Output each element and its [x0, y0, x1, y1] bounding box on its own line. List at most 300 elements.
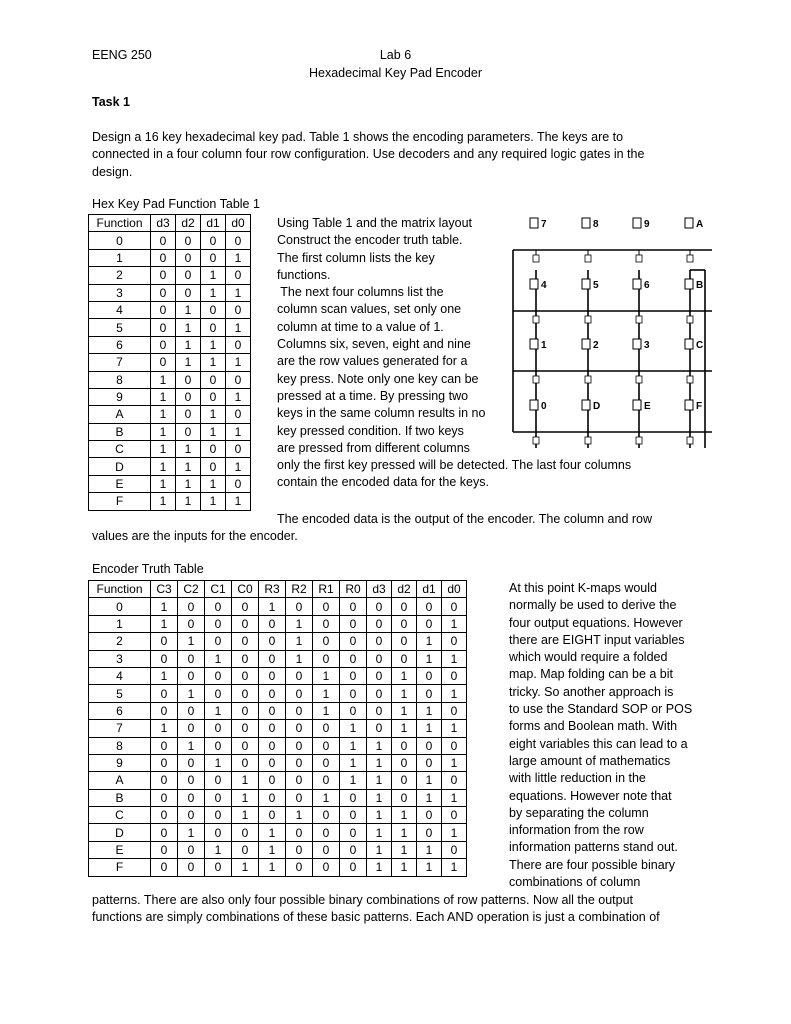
- table-cell: 0: [340, 824, 367, 841]
- table-row: [89, 319, 251, 336]
- description-line: combinations of column: [509, 875, 641, 890]
- keypad-key-label: C: [696, 340, 704, 351]
- table-cell: 0: [259, 807, 286, 824]
- column-header: C1: [205, 581, 232, 598]
- table-cell: 1: [205, 650, 232, 667]
- table-cell: 0: [340, 650, 367, 667]
- table-cell: 0: [89, 232, 151, 249]
- table-cell: 0: [232, 615, 259, 632]
- table-cell: 0: [259, 685, 286, 702]
- column-header: d1: [201, 215, 226, 232]
- table-cell: 0: [176, 232, 201, 249]
- table-cell: 2: [89, 633, 151, 650]
- table-cell: 0: [205, 615, 232, 632]
- table-cell: 1: [417, 633, 442, 650]
- table-cell: 0: [340, 633, 367, 650]
- table-cell: 0: [313, 650, 340, 667]
- table-cell: 1: [442, 685, 467, 702]
- table-row: [89, 598, 467, 615]
- table-cell: 1: [226, 249, 251, 266]
- description-line: information patterns stand out.: [509, 840, 678, 855]
- table-cell: 1: [442, 789, 467, 806]
- table-cell: 1: [151, 493, 176, 510]
- column-header: d0: [442, 581, 467, 598]
- table-cell: 0: [201, 458, 226, 475]
- table-cell: 0: [417, 615, 442, 632]
- table-cell: 0: [392, 650, 417, 667]
- table-cell: 0: [417, 685, 442, 702]
- table-cell: 1: [313, 667, 340, 684]
- table-cell: 1: [367, 754, 392, 771]
- table-cell: 0: [178, 754, 205, 771]
- table-row: [89, 301, 251, 318]
- table-cell: A: [89, 772, 151, 789]
- table-cell: 1: [151, 458, 176, 475]
- table-cell: F: [89, 493, 151, 510]
- table-cell: 1: [176, 441, 201, 458]
- table-cell: 1: [226, 493, 251, 510]
- paragraph-line: functions are simply combinations of these basic patterns. Each AND operation is just a combination of: [92, 910, 660, 925]
- table-cell: 0: [442, 807, 467, 824]
- table-cell: 0: [205, 824, 232, 841]
- table-cell: B: [89, 423, 151, 440]
- table-cell: 0: [201, 441, 226, 458]
- table-cell: 0: [442, 598, 467, 615]
- keypad-key: [685, 400, 702, 444]
- table-cell: 1: [232, 807, 259, 824]
- table-cell: 1: [176, 336, 201, 353]
- table-cell: 0: [417, 737, 442, 754]
- intro-line: design.: [92, 164, 133, 179]
- table-cell: 0: [340, 615, 367, 632]
- table-cell: 0: [232, 737, 259, 754]
- description-line: contain the encoded data for the keys.: [277, 475, 489, 490]
- table-cell: 0: [205, 807, 232, 824]
- table-cell: 0: [226, 475, 251, 492]
- column-header: C2: [178, 581, 205, 598]
- table-cell: 0: [151, 249, 176, 266]
- description-line: There are four possible binary: [509, 857, 676, 872]
- column-header: d0: [226, 215, 251, 232]
- table-cell: 0: [151, 754, 178, 771]
- table-cell: 6: [89, 336, 151, 353]
- table-row: [89, 284, 251, 301]
- keypad-key: [633, 279, 650, 323]
- table-cell: 0: [286, 789, 313, 806]
- table-cell: 1: [259, 841, 286, 858]
- table-cell: 1: [151, 615, 178, 632]
- table-cell: 3: [89, 284, 151, 301]
- table-cell: 0: [442, 667, 467, 684]
- table-cell: 0: [226, 267, 251, 284]
- table-cell: 0: [392, 615, 417, 632]
- table-cell: 1: [205, 702, 232, 719]
- table-cell: 0: [232, 720, 259, 737]
- keypad-key: [582, 339, 599, 383]
- table-cell: 0: [367, 650, 392, 667]
- table-cell: 1: [176, 301, 201, 318]
- column-header: d1: [417, 581, 442, 598]
- table-cell: 0: [259, 737, 286, 754]
- table-cell: 0: [151, 685, 178, 702]
- keypad-matrix-diagram: [505, 212, 720, 462]
- table-cell: 0: [259, 789, 286, 806]
- table-cell: 1: [442, 650, 467, 667]
- table-cell: 1: [178, 633, 205, 650]
- table-cell: 0: [286, 685, 313, 702]
- description-line: The first column lists the key: [277, 250, 435, 265]
- table-cell: 0: [232, 667, 259, 684]
- table-cell: 0: [313, 841, 340, 858]
- table-cell: 0: [178, 772, 205, 789]
- keypad-key: [530, 339, 547, 383]
- table-cell: 0: [151, 319, 176, 336]
- table-cell: 1: [176, 354, 201, 371]
- table-cell: 0: [313, 824, 340, 841]
- table-cell: E: [89, 475, 151, 492]
- table-row: [89, 685, 467, 702]
- table-cell: 0: [226, 441, 251, 458]
- table-cell: 1: [442, 859, 467, 876]
- keypad-key-label: 8: [593, 219, 599, 230]
- table-cell: 0: [367, 702, 392, 719]
- table-cell: 0: [286, 702, 313, 719]
- table-cell: 1: [367, 737, 392, 754]
- table-cell: 0: [176, 284, 201, 301]
- table-cell: 1: [392, 720, 417, 737]
- description-line: large amount of mathematics: [509, 753, 671, 768]
- table-cell: 0: [151, 267, 176, 284]
- table-cell: 1: [392, 824, 417, 841]
- table-cell: 0: [151, 737, 178, 754]
- table-cell: 0: [313, 615, 340, 632]
- table-cell: 0: [340, 807, 367, 824]
- column-header: R0: [340, 581, 367, 598]
- table-row: [89, 633, 467, 650]
- table-cell: 1: [89, 249, 151, 266]
- table-cell: 0: [259, 720, 286, 737]
- table-cell: 0: [178, 702, 205, 719]
- keypad-key-label: B: [696, 280, 704, 291]
- table-cell: 4: [89, 667, 151, 684]
- table-row: [89, 388, 251, 405]
- table-cell: 0: [417, 754, 442, 771]
- table-cell: 1: [417, 789, 442, 806]
- course-code: EENG 250: [92, 48, 152, 62]
- table-cell: 1: [201, 475, 226, 492]
- task-heading: Task 1: [92, 95, 130, 109]
- table-cell: 0: [151, 633, 178, 650]
- table-cell: 1: [417, 720, 442, 737]
- table-row: [89, 336, 251, 353]
- table-cell: 0: [232, 650, 259, 667]
- table-cell: 0: [313, 720, 340, 737]
- keypad-key-label: 7: [541, 219, 547, 230]
- table-cell: 1: [151, 388, 176, 405]
- encoder-truth-table: [88, 580, 467, 877]
- description-line: At this point K-maps would: [509, 581, 657, 595]
- table-cell: 9: [89, 754, 151, 771]
- table-cell: D: [89, 458, 151, 475]
- keypad-key: [530, 218, 547, 262]
- table-cell: 1: [286, 633, 313, 650]
- table-cell: 0: [201, 301, 226, 318]
- description-line: pressed at a time. By pressing two: [277, 388, 469, 403]
- table-cell: 1: [205, 754, 232, 771]
- keypad-key: [582, 400, 600, 444]
- table-cell: 0: [286, 737, 313, 754]
- table-cell: 0: [392, 754, 417, 771]
- lab-title: Hexadecimal Key Pad Encoder: [308, 66, 482, 80]
- keypad-key: [633, 339, 650, 383]
- table-cell: 1: [226, 458, 251, 475]
- table-cell: 0: [151, 284, 176, 301]
- table-cell: 6: [89, 702, 151, 719]
- column-header: d2: [392, 581, 417, 598]
- hex-keypad-function-table: [88, 214, 251, 511]
- keypad-key: [582, 279, 599, 323]
- table-cell: 0: [367, 615, 392, 632]
- keypad-key-label: 9: [644, 219, 650, 230]
- table-row: [89, 859, 467, 876]
- table-cell: 1: [340, 754, 367, 771]
- table-cell: 0: [176, 371, 201, 388]
- description-line: which would require a folded: [509, 650, 668, 665]
- table-cell: 0: [367, 685, 392, 702]
- table-cell: 1: [392, 685, 417, 702]
- table-cell: 0: [286, 667, 313, 684]
- table-cell: 0: [151, 650, 178, 667]
- table-cell: 0: [201, 232, 226, 249]
- table-cell: 0: [151, 354, 176, 371]
- table-cell: 1: [201, 267, 226, 284]
- table-row: [89, 249, 251, 266]
- description-line: functions.: [277, 267, 331, 282]
- table-cell: 1: [226, 354, 251, 371]
- table-cell: 0: [392, 772, 417, 789]
- table-cell: 0: [151, 807, 178, 824]
- table-cell: 1: [89, 615, 151, 632]
- table-row: [89, 667, 467, 684]
- keypad-key-label: 5: [593, 280, 599, 291]
- description-line: equations. However note that: [509, 788, 672, 803]
- table-cell: 0: [417, 807, 442, 824]
- table-cell: 1: [286, 807, 313, 824]
- table-cell: 0: [176, 388, 201, 405]
- table-cell: 0: [226, 336, 251, 353]
- encoded-line: The encoded data is the output of the encoder. The column and row: [277, 512, 653, 526]
- column-header: C0: [232, 581, 259, 598]
- table-cell: 1: [340, 720, 367, 737]
- table-cell: 1: [442, 754, 467, 771]
- table-cell: 0: [151, 702, 178, 719]
- table-cell: 0: [417, 598, 442, 615]
- table-cell: 0: [313, 598, 340, 615]
- paragraph-line: patterns. There are also only four possible binary combinations of row patterns. Now all the output: [92, 893, 634, 907]
- table-cell: 1: [151, 720, 178, 737]
- description-line: forms and Boolean math. With: [509, 719, 678, 734]
- table-cell: 0: [205, 789, 232, 806]
- keypad-key: [685, 279, 703, 323]
- table-cell: 0: [201, 249, 226, 266]
- column-header: d2: [176, 215, 201, 232]
- table-cell: 0: [392, 598, 417, 615]
- column-header: R3: [259, 581, 286, 598]
- table-cell: 1: [259, 859, 286, 876]
- table-cell: 1: [367, 841, 392, 858]
- table-cell: 0: [442, 633, 467, 650]
- table-cell: 0: [178, 598, 205, 615]
- table-cell: 0: [151, 859, 178, 876]
- table-cell: 1: [417, 702, 442, 719]
- description-line: there are EIGHT input variables: [509, 632, 685, 647]
- table-cell: 0: [178, 720, 205, 737]
- table-cell: 4: [89, 301, 151, 318]
- table-cell: 1: [226, 284, 251, 301]
- table-cell: 9: [89, 388, 151, 405]
- table-row: [89, 615, 467, 632]
- table-cell: 1: [176, 319, 201, 336]
- table-row: [89, 650, 467, 667]
- table2-description: [509, 580, 692, 891]
- column-header: C3: [151, 581, 178, 598]
- table-row: [89, 371, 251, 388]
- table-cell: 2: [89, 267, 151, 284]
- table-cell: 1: [176, 493, 201, 510]
- table-cell: 1: [442, 615, 467, 632]
- table-cell: 0: [151, 336, 176, 353]
- description-line: are the row values generated for a: [277, 354, 468, 369]
- table-cell: 0: [176, 406, 201, 423]
- table-cell: 1: [176, 475, 201, 492]
- description-line: with little reduction in the: [509, 771, 646, 786]
- table-cell: E: [89, 841, 151, 858]
- table-cell: 0: [259, 633, 286, 650]
- description-line: four output equations. However: [509, 615, 683, 630]
- lab-number: Lab 6: [379, 48, 412, 62]
- table2-caption: Encoder Truth Table: [92, 562, 204, 576]
- table-cell: 0: [392, 633, 417, 650]
- table-cell: 1: [392, 807, 417, 824]
- table-cell: 0: [205, 633, 232, 650]
- description-line: by separating the column: [509, 805, 649, 820]
- keypad-key-label: D: [593, 401, 601, 412]
- table-cell: 0: [176, 249, 201, 266]
- table-cell: 0: [232, 841, 259, 858]
- table-cell: 7: [89, 720, 151, 737]
- table-cell: 1: [232, 859, 259, 876]
- table-row: [89, 232, 251, 249]
- table-cell: 0: [232, 754, 259, 771]
- table-cell: 1: [151, 406, 176, 423]
- table-cell: 0: [286, 824, 313, 841]
- description-line: The next four columns list the: [277, 285, 444, 300]
- table-cell: 1: [226, 423, 251, 440]
- table-cell: 0: [340, 702, 367, 719]
- table-cell: 0: [176, 267, 201, 284]
- table-cell: 0: [151, 772, 178, 789]
- table-row: [89, 737, 467, 754]
- table-cell: 0: [178, 859, 205, 876]
- table-cell: 0: [151, 841, 178, 858]
- table-cell: D: [89, 824, 151, 841]
- table-cell: 0: [205, 772, 232, 789]
- table-cell: A: [89, 406, 151, 423]
- table-cell: 0: [259, 667, 286, 684]
- table-cell: 0: [232, 685, 259, 702]
- table-cell: 1: [442, 720, 467, 737]
- table-cell: 0: [442, 737, 467, 754]
- table-cell: 0: [417, 667, 442, 684]
- table-cell: 0: [178, 615, 205, 632]
- description-line: column at time to a value of 1.: [277, 319, 444, 334]
- table-cell: 1: [201, 493, 226, 510]
- table-cell: 0: [392, 789, 417, 806]
- table-cell: 1: [417, 650, 442, 667]
- keypad-key: [685, 218, 703, 262]
- keypad-key-label: F: [696, 401, 703, 412]
- table-cell: 0: [205, 859, 232, 876]
- table-cell: 1: [340, 772, 367, 789]
- table-cell: 1: [367, 807, 392, 824]
- table-cell: F: [89, 859, 151, 876]
- table-cell: 0: [313, 859, 340, 876]
- table-row: [89, 441, 251, 458]
- table-cell: 1: [176, 458, 201, 475]
- table-cell: 1: [226, 319, 251, 336]
- keypad-key-label: 0: [541, 401, 547, 412]
- table-cell: 0: [205, 720, 232, 737]
- table-cell: 0: [313, 807, 340, 824]
- description-line: eight variables this can lead to a: [509, 736, 688, 751]
- keypad-key-label: 2: [593, 340, 599, 351]
- table-cell: 1: [232, 789, 259, 806]
- table-cell: 0: [313, 754, 340, 771]
- keypad-key: [530, 279, 547, 323]
- table-cell: 1: [286, 650, 313, 667]
- table-row: [89, 720, 467, 737]
- description-line: key pressed condition. If two keys: [277, 423, 464, 438]
- table-cell: 0: [367, 598, 392, 615]
- column-header: Function: [89, 215, 151, 232]
- table-cell: 0: [205, 667, 232, 684]
- table-cell: 1: [367, 824, 392, 841]
- description-line: normally be used to derive the: [509, 598, 677, 613]
- table-row: [89, 475, 251, 492]
- table-row: [89, 807, 467, 824]
- table1-caption: Hex Key Pad Function Table 1: [92, 197, 260, 211]
- table-cell: 0: [232, 633, 259, 650]
- table-cell: 1: [205, 841, 232, 858]
- table-cell: 1: [367, 859, 392, 876]
- table-cell: 0: [340, 789, 367, 806]
- table-cell: 0: [340, 685, 367, 702]
- table-cell: 0: [259, 615, 286, 632]
- table-cell: 0: [286, 754, 313, 771]
- table-row: [89, 702, 467, 719]
- table-cell: 1: [367, 789, 392, 806]
- table-cell: 0: [286, 720, 313, 737]
- table-cell: 1: [313, 789, 340, 806]
- table-cell: 0: [178, 650, 205, 667]
- table-row: [89, 824, 467, 841]
- keypad-key: [530, 400, 547, 444]
- table-row: [89, 354, 251, 371]
- table-row: [89, 789, 467, 806]
- table-cell: 0: [205, 737, 232, 754]
- table-header-row: [89, 215, 251, 232]
- table-cell: 0: [259, 650, 286, 667]
